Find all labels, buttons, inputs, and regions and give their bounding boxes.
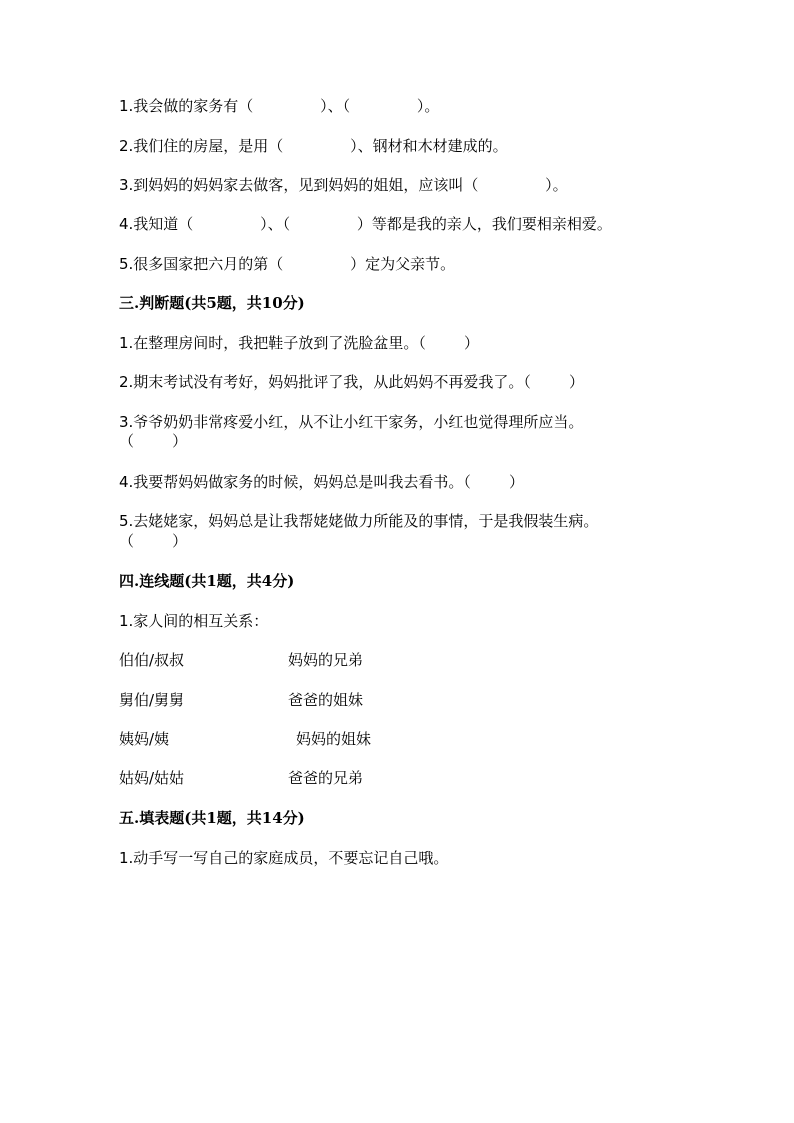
section-heading-judge: 三.判断题(共5题，共10分)	[119, 294, 305, 312]
match-left-item: 伯伯/叔叔	[119, 651, 185, 669]
judge-item: 5.去姥姥家，妈妈总是让我帮姥姥做力所能及的事情，于是我假装生病。	[119, 512, 599, 530]
match-right-item: 爸爸的兄弟	[288, 769, 364, 787]
judge-item: 4.我要帮妈妈做家务的时候，妈妈总是叫我去看书。（ ）	[119, 473, 524, 491]
match-left-item: 姑妈/姑姑	[119, 769, 185, 787]
fill-blank-item: 5.很多国家把六月的第（ ）定为父亲节。	[119, 255, 456, 273]
judge-item: 3.爷爷奶奶非常疼爱小红，从不让小红干家务，小红也觉得理所应当。	[119, 413, 584, 431]
judge-item-continuation: （ ）	[119, 432, 188, 450]
judge-item-continuation: （ ）	[119, 532, 188, 550]
fill-blank-item: 3.到妈妈的妈妈家去做客，见到妈妈的姐姐，应该叫（ ）。	[119, 176, 568, 194]
match-left-item: 姨妈/姨	[119, 730, 170, 748]
match-right-item: 妈妈的姐妹	[296, 730, 372, 748]
judge-item: 1.在整理房间时，我把鞋子放到了洗脸盆里。（ ）	[119, 334, 479, 352]
match-right-item: 妈妈的兄弟	[288, 651, 364, 669]
match-question: 1.家人间的相互关系：	[119, 612, 269, 630]
section-heading-table: 五.填表题(共1题，共14分)	[119, 809, 305, 827]
match-left-item: 舅伯/舅舅	[119, 691, 185, 709]
fill-blank-item: 2.我们住的房屋，是用（ ）、钢材和木材建成的。	[119, 137, 508, 155]
table-question: 1.动手写一写自己的家庭成员，不要忘记自己哦。	[119, 849, 449, 867]
fill-blank-item: 1.我会做的家务有（ ）、（ ）。	[119, 97, 440, 115]
fill-blank-item: 4.我知道（ ）、（ ）等都是我的亲人，我们要相亲相爱。	[119, 215, 612, 233]
match-right-item: 爸爸的姐妹	[288, 691, 364, 709]
section-heading-match: 四.连线题(共1题，共4分)	[119, 572, 295, 590]
judge-item: 2.期末考试没有考好，妈妈批评了我，从此妈妈不再爱我了。（ ）	[119, 373, 584, 391]
